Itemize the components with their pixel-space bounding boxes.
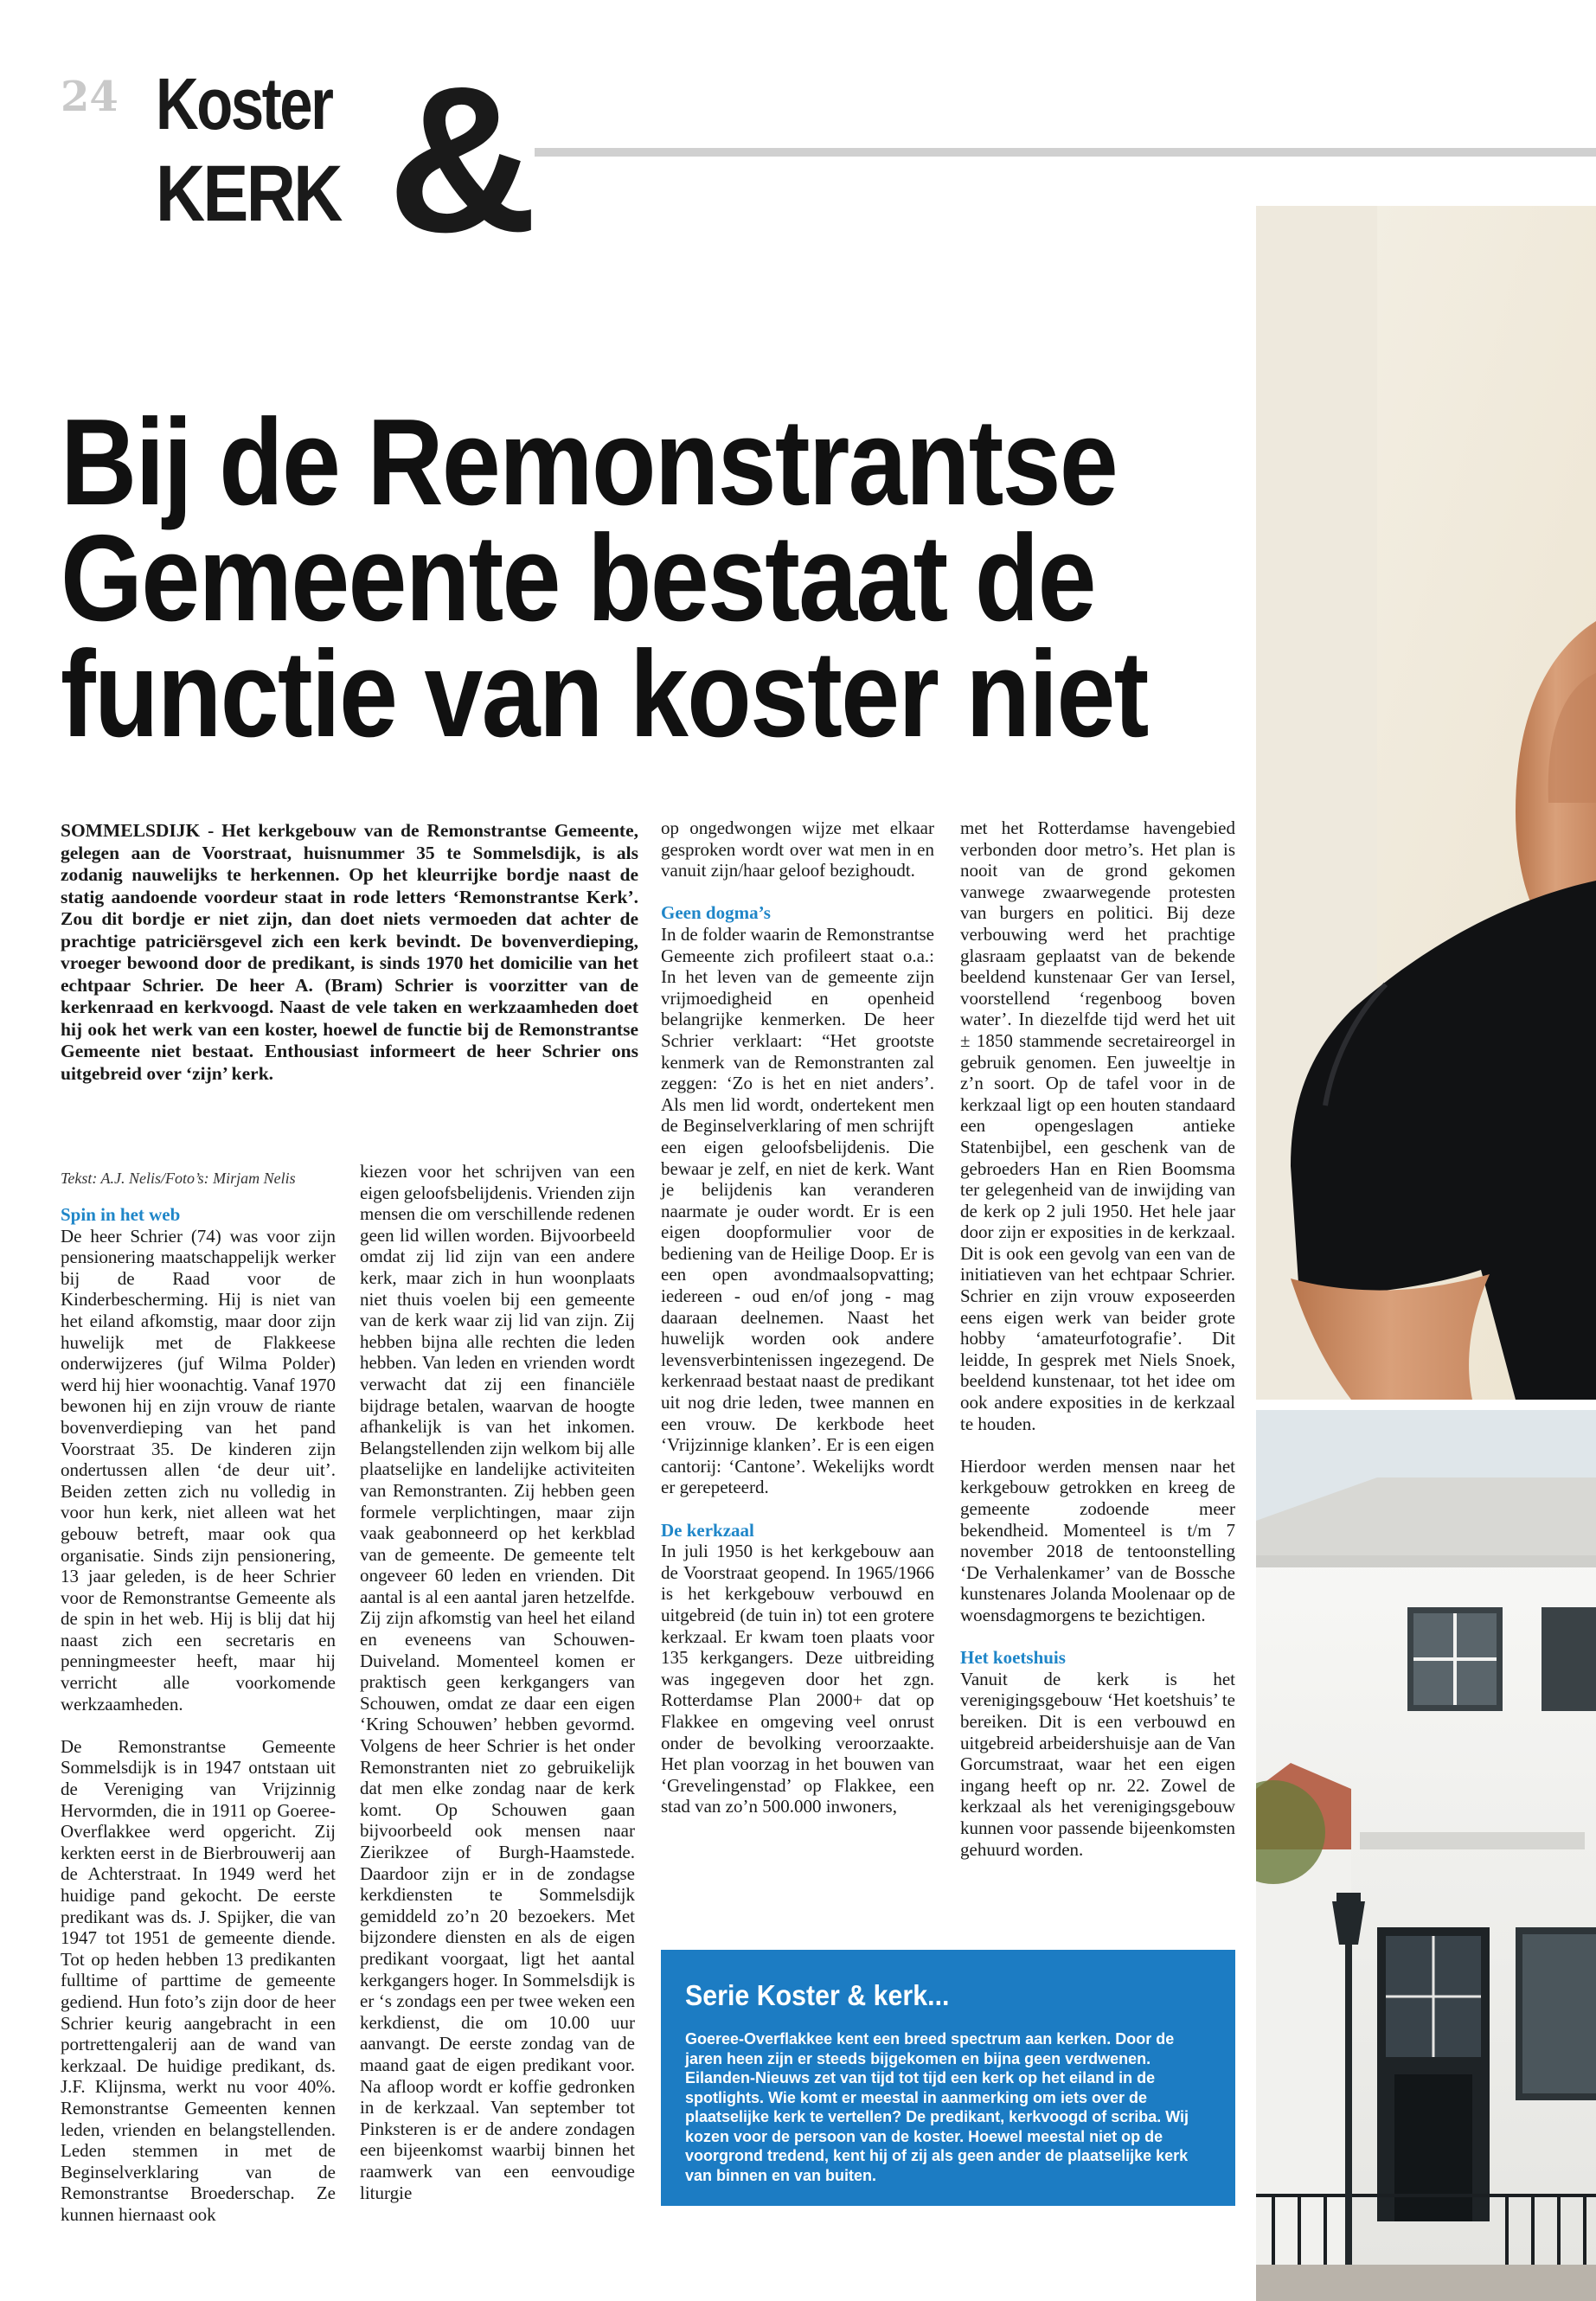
masthead-ampersand: & [388,43,533,275]
paragraph: De heer Schrier (74) was voor zijn pensionering maatschappelijk werker bij de Raad voor de Kinderbescherming. Hij is niet van het eiland afkomstig, maar door zijn huwelijk met de Flakkeese onderwijzeres (juf Wilma Polder) werd hij hier woonachtig. Vanaf 1970 bewonen hij en zijn vrouw de riante bovenverdieping van het pand Voorstraat 35. De kinderen zijn ondertussen allen ‘de deur uit’. Beiden zetten zich nu volledig in voor hun kerk, niet alleen wat het gebouw betreft, maar ook qua organisatie. Sinds zijn pensionering, 13 jaar geleden, is de heer Schrier voor de Remonstrantse Gemeente als de spin in het web. Hij is blij dat hij naast zich een secretaris en penningmeester heeft, maar hij verricht alle voorkomende werkzaamheden. [61,1225,336,1715]
page-number: 24 [61,73,119,121]
subheading-spin: Spin in het web [61,1204,181,1225]
portrait-photo [1256,206,1596,1400]
masthead-koster: Koster [156,63,332,144]
paragraph: kiezen voor het schrijven van een eigen geloofsbelijdenis. Vrienden zijn mensen die om verschillende redenen geen lid willen worden. Bijvoorbeeld omdat zij lid zijn van een andere kerk, maar zich in hun woonplaats niet thuis voelen bij een gemeente van de kerk waar zij lid van zijn. Zij hebben bijna alle rechten die leden hebben. Van leden en vrienden wordt verwacht dat zij een financiële bijdrage betalen, waarvan de hoogte afhankelijk is van het inkomen. Belangstellenden zijn welkom bij alle plaatselijke en landelijke activiteiten van Remonstranten. Zij hebben geen formele verplichtingen, maar zijn vaak geabonneerd op het kerkblad van de gemeente. De gemeente telt ongeveer 60 leden en vrienden. Dit aantal is al een aantal jaren hetzelfde. Zij zijn afkomstig van heel het eiland en eveneens van Schouwen-Duiveland. Momenteel komen er praktisch geen kerkgangers van Schouwen, omdat ze daar een eigen ‘Kring Schouwen’ hebben gevormd. Volgens de heer Schrier is het onder Remonstranten niet zo gebruikelijk dat men elke zondag naar de kerk komt. Op Schouwen gaan bijvoorbeeld ook mensen naar Zierikzee of Burgh-Haamstede. Daardoor zijn er in de zondagse kerkdiensten te Sommelsdijk gemiddeld zo’n 20 bezoekers. Met bijzondere diensten en als de eigen predikant voorgaat, ligt het aantal kerkgangers hoger. In Sommelsdijk is er ‘s zondags een per twee weken een kerkdienst, die om 10.00 uur aanvangt. De eerste zondag van de maand gaat de eigen predikant voor. Na afloop wordt er koffie gedronken in de kerkzaal. Van september tot Pinksteren is er de andere zondagen een bijeenkomst waarbij binnen het raamwerk van een eenvoudige liturgie [360,1161,635,2203]
paragraph: In de folder waarin de Remonstrantse Gemeente zich profileert staat o.a.: In het leven van de gemeente zijn vrijmoedigheid en openheid belangrijke kenmerken. De heer Schrier verklaart: “Het grootste kenmerk van de Remonstranten zal zeggen: ‘Zo is het en niet anders’. Als men lid wordt, ondertekent men de Beginselverklaring of men schrijft een eigen geloofsbelijdenis. Die bewaar je zelf, en niet de kerk. Want je belijdenis kan veranderen naarmate je ouder wordt. Er is een eigen doopformulier voor de bediening van de Heilige Doop. Er is een open avondmaalsopvatting; iedereen - oud en/of jong - mag daaraan deelnemen. Naast het huwelijk worden ook andere levensverbintenissen ingezegend. De kerkenraad bestaat naast de predikant uit nog drie leden, twee mannen en een vrouw. De kerkbode heet ‘Vrijzinnige klanken’. Er is een eigen cantorij: ‘Cantone’. Wekelijks wordt er gerepeteerd. [661,923,934,1498]
church-facade-photo [1256,1410,1596,2301]
serie-box-title: Serie Koster & kerk... [685,1979,950,2011]
serie-info-box [661,1950,1235,2206]
headline-line-1: Bij de Remonstrantse [61,394,1118,531]
photo-strip [1256,206,1596,2301]
column-2 [360,1161,635,2203]
header-rule [535,148,1596,157]
subheading-dogma: Geen dogma’s [661,902,771,924]
paragraph: Vanuit de kerk is het verenigingsgebouw ‘Het koetshuis’ te bereiken. Dit is een verbouwd en uitgebreid arbeidershuisje aan de Van Gorcumstraat, waar het een eigen ingang heeft op nr. 22. Zowel de kerkzaal als het verenigingsgebouw kunnen voor passende bijeenkomsten gehuurd worden. [960,1668,1235,1860]
photo-credit: Tekst: A.J. Nelis/Foto’s: Mirjam Nelis [61,1170,296,1187]
serie-box-body: Goeree-Overflakkee kent een breed spectrum aan kerken. Door de jaren heen zijn er steeds bijgekomen en bijna geen verdwenen. Eilanden-Nieuws zet van tijd tot tijd een kerk op het eiland in de spotlights. Wie komt er meestal in aanmerking om iets over de plaatselijke kerk te vertellen? De predikant, kerkvoogd of scriba. Wij kozen voor de persoon van de koster. Hoewel meestal niet op de voorgrond tredend, kent hij of zij als geen ander de plaatselijke kerk van binnen en van buiten. [685,2030,1189,2184]
headline-line-2: Gemeente bestaat de [61,510,1095,647]
paragraph: In juli 1950 is het kerkgebouw aan de Voorstraat geopend. In 1965/1966 is het kerkgebouw verbouwd en uitgebreid (de tuin in) tot een grotere kerkzaal. Er kwam toen plaats voor 135 kerkgangers. Deze uitbreiding was ingegeven door het zgn. Rotterdamse Plan 2000+ dat op Flakkee en omgeving veel onrust onder de bevolking veroorzaakte. Het plan voorzag in het bouwen van ‘Grevelingenstad’ op Flakkee, een stad van zo’n 500.000 inwoners, [661,1541,934,1817]
subheading-koetshuis: Het koetshuis [960,1647,1066,1669]
paragraph: op ongedwongen wijze met elkaar gesproken wordt over wat men in en vanuit zijn/haar geloof bezighoudt. [661,817,934,881]
column-4 [960,817,1235,1860]
subheading-kerkzaal: De kerkzaal [661,1519,754,1541]
headline-line-3: functie van koster niet [61,625,1148,763]
masthead-kerk: KERK [156,150,341,238]
column-3 [661,817,934,1817]
paragraph: met het Rotterdamse havengebied verbonden door metro’s. Het plan is nooit van de grond gekomen vanwege zwaarwegende protesten van burgers en politici. Bij deze verbouwing werd het prachtige glasraam geplaatst van de bekende beeldend kunstenaar Ger van Iersel, voorstellend ‘regenboog boven water’. In diezelfde tijd werd het uit ± 1850 stammende secretaireorgel in gebruik genomen. Een juweeltje in z’n soort. Op de tafel voor in de kerkzaal ligt op een houten standaard een opengeslagen antieke Statenbijbel, een geschenk van de gebroeders Han en Rien Boomsma ter gelegenheid van de inwijding van de kerk op 2 juli 1950. Het hele jaar door zijn er exposities in de kerkzaal. Dit is ook een gevolg van een van de initiatieven van het echtpaar Schrier. Schrier en zijn vrouw exposeerden eens eigen werk van beider grote hobby ‘amateurfotografie’. Dit leidde, In gesprek met Niels Snoek, beeldend kunstenaar, tot het idee om ook andere exposities in de kerkzaal te houden. [960,817,1235,1434]
paragraph: De Remonstrantse Gemeente Sommelsdijk is in 1947 ontstaan uit de Vereniging van Vrijzinnig Hervormden, die in 1911 op Goeree-Overflakkee werd opgericht. Zij kerkten eerst in de Bierbrouwerij aan de Achterstraat. In 1949 werd het huidige pand gekocht. De eerste predikant was ds. J. Spijker, die van 1947 tot 1951 de gemeente diende. Tot op heden hebben 13 predikanten fulltime of parttime de gemeente gediend. Hun foto’s zijn door de heer Schrier keurig aangebracht in een portrettengalerij aan de wand van kerkzaal. De huidige predikant, ds. J.F. Klijnsma, werkt nu voor 40%. Remonstrantse Gemeenten kennen leden, vrienden en belangstellenden. Leden stemmen in met de Beginselverklaring van de Remonstrantse Broederschap. Ze kunnen hiernaast ook [61,1735,336,2225]
intro-paragraph: SOMMELSDIJK - Het kerkgebouw van de Remonstrantse Gemeente, gelegen aan de Voorstraat, huisnummer 35 te Sommelsdijk, is als zodanig nauwelijks te herkennen. Op het kleurrijke bordje naast de statig aandoende voordeur staat in rode letters ‘Remonstrantse Kerk’. Zou dit bordje er niet zijn, dan doet niets vermoeden dat achter de prachtige patriciërsgevel zich een kerk bevindt. De bovenverdieping, vroeger bewoond door de predikant, is sinds 1970 het domicilie van het echtpaar Schrier. De heer A. (Bram) Schrier is voorzitter van de kerkenraad en kerkvoogd. Naast de vele taken en werkzaamheden doet hij ook het werk van een koster, hoewel de functie bij de Remonstrantse Gemeente niet bestaat. Enthousiast informeert de heer Schrier ons uitgebreid over ‘zijn’ kerk. [61,820,638,1084]
column-1 [61,1204,336,2226]
headline [61,394,1228,763]
paragraph: Hierdoor werden mensen naar het kerkgebouw getrokken en kreeg de gemeente zodoende meer bekendheid. Momenteel is t/m 7 november 2018 de tentoonstelling ‘De Verhalenkamer’ van de Bossche kunstenares Jolanda Moolenaar op de woensdagmorgens te bezichtigen. [960,1455,1235,1625]
